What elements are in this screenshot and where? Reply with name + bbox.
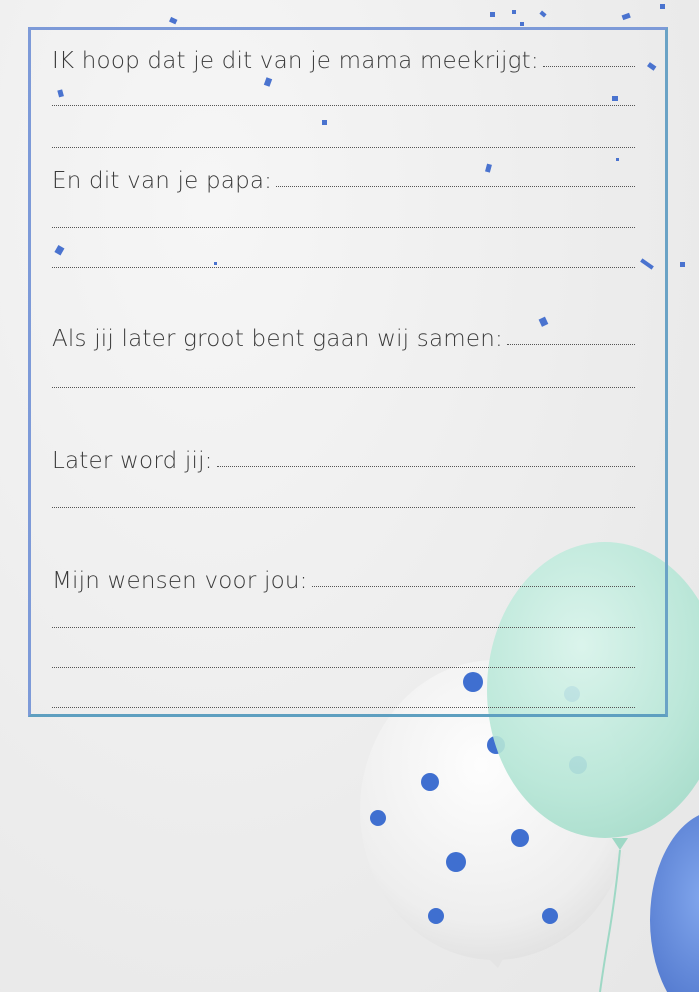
prompt-wensen-label: Mijn wensen voor jou: xyxy=(52,568,308,594)
answer-line[interactable] xyxy=(52,386,635,388)
answer-line[interactable] xyxy=(276,185,635,187)
writing-frame xyxy=(28,27,668,717)
answer-line[interactable] xyxy=(52,104,635,106)
answer-line[interactable] xyxy=(52,226,635,228)
answer-line[interactable] xyxy=(52,266,635,268)
answer-line[interactable] xyxy=(52,706,635,708)
prompt-samen-row xyxy=(52,318,635,352)
answer-line[interactable] xyxy=(52,666,635,668)
answer-line[interactable] xyxy=(217,465,635,467)
answer-line[interactable] xyxy=(52,146,635,148)
answer-line[interactable] xyxy=(52,506,635,508)
prompt-samen-label: Als jij later groot bent gaan wij samen: xyxy=(52,326,503,352)
prompt-wensen-row xyxy=(52,560,635,594)
prompt-mama-label: IK hoop dat je dit van je mama meekrijgt: xyxy=(52,48,539,74)
prompt-later-label: Later word jij: xyxy=(52,448,213,474)
prompt-mama-row xyxy=(52,40,635,74)
prompt-papa-label: En dit van je papa: xyxy=(52,168,273,194)
answer-line[interactable] xyxy=(507,343,635,345)
answer-line[interactable] xyxy=(312,585,635,587)
prompt-later-row xyxy=(52,440,635,474)
blue-balloon xyxy=(650,810,699,992)
prompt-papa-row xyxy=(52,160,635,194)
answer-line[interactable] xyxy=(52,626,635,628)
answer-line[interactable] xyxy=(543,65,635,67)
